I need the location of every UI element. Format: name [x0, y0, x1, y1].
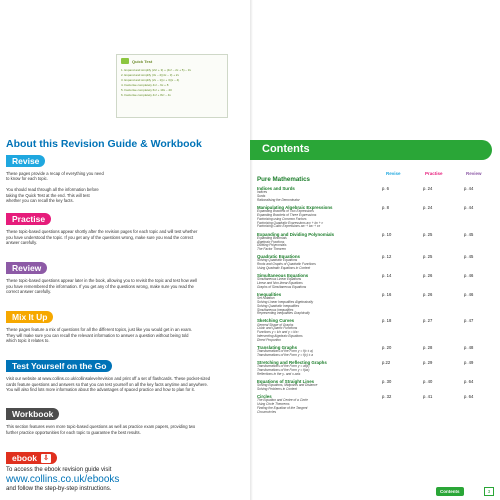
contents-entry-row — [257, 379, 494, 384]
review-page-ref: p. 45 — [464, 254, 474, 260]
contents-subtopic: The Factor Theorem — [257, 247, 287, 252]
contents-entry-title: Indices and Surds — [257, 186, 295, 192]
review-page-ref: p. 46 — [464, 291, 474, 297]
revise-page-ref: p. 12 — [382, 254, 392, 260]
ebook-line-3: and follow the step-by-step instructions. — [6, 486, 112, 492]
contents-subtopic: Expanding Brackets of Two Expressions — [257, 209, 314, 214]
contents-subtopic: Solving Problems in Context — [257, 386, 298, 391]
workbook-section-text — [6, 424, 244, 435]
contents-subtopic: Using Quadratic Equations in Context — [257, 266, 311, 270]
column-header-revise: Revise — [386, 171, 401, 176]
test-yourself-section-text — [6, 376, 244, 393]
review-page-ref: p. 47 — [464, 318, 474, 324]
contents-subtopic: Set Notation — [257, 296, 275, 301]
contents-subtopic: Graphs of Simultaneous Equations — [257, 284, 307, 289]
review-page-ref: p. 44 — [464, 205, 474, 211]
mix-it-up-section-header: Mix It Up — [6, 311, 53, 323]
contents-entry-title: Equations of Straight Lines — [257, 378, 315, 384]
contents-entry[interactable] — [257, 273, 494, 290]
text-line: These pages feature a mix of questions for all the different topics, just like you would get in an exam. — [6, 327, 193, 332]
contents-subtopic: Indices — [257, 190, 268, 195]
contents-entry[interactable] — [257, 231, 494, 252]
contents-subtopic: Solving Linear Inequalities Algebraically — [257, 299, 314, 304]
review-page-ref: p. 48 — [464, 344, 474, 350]
contents-subtopic: Cubic and Quartic Functions — [257, 326, 298, 331]
contents-subtopic: Dividing Polynomials — [257, 243, 287, 248]
contents-subtopic: General Shape of Graphs — [257, 322, 294, 327]
contents-subtopic: Finding the Equation of the Tangent — [257, 405, 308, 410]
page-title: About this Revision Guide & Workbook — [6, 138, 202, 150]
revise-page-ref: p. 8 — [382, 205, 389, 211]
text-line: You should read through all the information before — [6, 187, 99, 193]
revise-page-ref: p. 32 — [382, 393, 392, 399]
text-line: correct answer carefully. — [6, 289, 52, 295]
contents-subtopic: Rationalising the Denominator — [257, 197, 300, 202]
contents-entry[interactable] — [257, 345, 494, 358]
practise-section-text — [6, 229, 244, 246]
quick-test-item: 6. Factorise completely 4x³ + 8x² – 4x — [121, 93, 171, 97]
quick-test-icon — [121, 58, 129, 64]
contents-subtopic: Surds — [257, 194, 266, 199]
contents-header — [250, 140, 492, 160]
contents-entry-title: Stretching and Reflecting Graphs — [257, 359, 327, 365]
quick-test-item: 4. Factorise completely 4x² – 9x + 8 — [121, 83, 169, 87]
text-line: These pages provide a recap of everything you need — [6, 171, 104, 176]
practise-page-ref: p. 28 — [423, 344, 433, 350]
contents-entry[interactable] — [257, 318, 494, 342]
quick-test-item: 1. Expand and simplify (2x² + 3) + (4x³ – 2x + 5) – 3x — [121, 68, 191, 72]
contents-entry-row — [257, 231, 494, 236]
contents-entry[interactable] — [257, 360, 494, 377]
contents-subtopic: Factorising Quadratic Expressions ax² + bx + c — [257, 220, 324, 225]
ebook-url-link[interactable]: www.collins.co.uk/ebooks — [6, 474, 120, 485]
workbook-section-header: Workbook — [6, 408, 59, 420]
revise-section-text — [6, 171, 244, 203]
contents-entry[interactable] — [257, 292, 494, 316]
review-page-ref: p. 46 — [464, 273, 474, 279]
text-line: which topic it relates to. — [6, 338, 50, 344]
text-line: cards feature questions and answers so that you can test yourself on all the key facts anytime and anywhere. — [6, 381, 209, 387]
review-page-ref: p. 64 — [464, 393, 474, 399]
contents-entry[interactable] — [257, 379, 494, 392]
revise-page-ref: p. 10 — [382, 231, 392, 237]
contents-subtopic: Roots and Graphs of Quadratic Functions — [257, 262, 316, 267]
review-page-ref: p. 64 — [464, 378, 474, 384]
contents-entry[interactable] — [257, 394, 494, 415]
contents-subtopic: Functions y = k/x and y = k/x² — [257, 330, 299, 335]
text-line: You will also find lots more information about the advantages of spaced practice and how to plan for it. — [6, 387, 195, 393]
revise-page-ref: p. 18 — [382, 318, 392, 324]
text-line: to know for each topic. — [6, 176, 48, 182]
contents-subtopic: Circumcircles — [257, 409, 277, 414]
practise-section-header: Practise — [6, 213, 51, 225]
contents-entry-row — [257, 186, 494, 191]
quick-test-item: 3. Expand and simplify (2x – 1)(x + 3)(x – 4) — [121, 78, 180, 82]
contents-entry-row — [257, 360, 494, 365]
column-header-practise: Practise — [425, 171, 443, 176]
text-line: This section features even more topic-based questions as well as practice exam papers, providing two — [6, 424, 196, 429]
contents-subtopic: Solving Quadratic Equations — [257, 258, 298, 263]
contents-entry-row — [257, 292, 494, 297]
contents-subtopic: The Equation and Centre of a Circle — [257, 398, 308, 403]
ebook-label: ebook — [12, 453, 38, 463]
contents-entry-row — [257, 254, 494, 259]
contents-list — [257, 186, 494, 416]
review-page-ref: p. 44 — [464, 186, 474, 192]
contents-subtopic: Expanding Binomials — [257, 235, 287, 240]
review-page-ref: p. 49 — [464, 359, 474, 365]
test-yourself-section-header: Test Yourself on the Go — [6, 360, 112, 372]
practise-page-ref: p. 24 — [423, 205, 433, 211]
text-line: These topic-based questions appear later in the book, allowing you to revisit the topic and test how well — [6, 278, 198, 283]
contents-entry-title: Expanding and Dividing Polynomials — [257, 231, 335, 237]
quick-test-item: 5. Factorise completely 6x² + 19x – 20 — [121, 88, 172, 92]
practise-page-ref: p. 41 — [423, 393, 433, 399]
quick-test-list — [121, 68, 223, 98]
ebook-instructions — [6, 467, 244, 492]
practise-page-ref: p. 25 — [423, 231, 433, 237]
practise-page-ref: p. 27 — [423, 318, 433, 324]
contents-subtopic: Factorising using Common Factors — [257, 216, 307, 221]
practise-page-ref: p. 25 — [423, 254, 433, 260]
contents-subtopic: Reflections in the y- and x-axis — [257, 371, 301, 376]
quick-test-card — [116, 54, 228, 118]
contents-subtopic: Transformations of the Form y = f(x) ± a — [257, 352, 313, 357]
contents-entry-row — [257, 318, 494, 323]
practise-page-ref: p. 24 — [423, 186, 433, 192]
contents-entry-title: Sketching Curves — [257, 318, 295, 324]
right-page — [250, 0, 500, 500]
quick-test-title: Quick Test — [132, 58, 153, 64]
column-header-review: Review — [466, 171, 482, 176]
revise-page-ref: p. 16 — [382, 291, 392, 297]
contents-subtopic: Using Circle Theorems — [257, 401, 290, 406]
contents-entry-title: Inequalities — [257, 291, 282, 297]
contents-subtopic: Simultaneous Linear Equations — [257, 277, 302, 282]
contents-subtopic: Solving Equations, Midpoints and Distance — [257, 383, 318, 388]
text-line: These topic-based questions appear shortly after the revision pages for each topic and will test whether — [6, 229, 198, 234]
footer-contents-label: Contents — [436, 487, 464, 496]
text-line: Visit our website at www.collins.co.uk/collinsalevelrevision and print off a set of flashcards. These pocket-sized — [6, 376, 211, 381]
revise-page-ref: p. 14 — [382, 273, 392, 279]
contents-entry-row — [257, 394, 494, 399]
ebook-section-header — [6, 452, 57, 464]
contents-subtopic: Representing Inequalities Graphically — [257, 311, 310, 316]
contents-subtopic: Algebraic Fractions — [257, 239, 285, 244]
text-line: whether you can recall the key facts. — [6, 197, 74, 203]
practise-page-ref: p. 26 — [423, 291, 433, 297]
contents-entry[interactable] — [257, 205, 494, 229]
contents-entry[interactable] — [257, 186, 494, 203]
contents-entry-title: Simultaneous Equations — [257, 273, 309, 279]
book-spine — [250, 0, 253, 500]
text-line: answer carefully. — [6, 240, 38, 246]
contents-entry-title: Circles — [257, 393, 272, 399]
review-section-text — [6, 278, 244, 295]
revise-section-header: Revise — [6, 155, 45, 167]
text-line: you have remembered the information. If you get any of the questions wrong, make sure you read the — [6, 283, 194, 289]
contents-subtopic: Direct Proportion — [257, 337, 281, 342]
mix-it-up-section-text — [6, 327, 244, 344]
contents-subtopic: Transformations of the Form y = f(ax) — [257, 367, 310, 372]
practise-page-ref: p. 29 — [423, 359, 433, 365]
revise-page-ref: p.22 — [382, 359, 391, 365]
download-icon: ⇩ — [41, 454, 51, 463]
contents-entry-row — [257, 345, 494, 350]
contents-entry-title: Manipulating Algebraic Expressions — [257, 205, 333, 211]
part-title: Pure Mathematics — [257, 176, 310, 183]
review-page-ref: p. 45 — [464, 231, 474, 237]
contents-entry[interactable] — [257, 254, 494, 271]
contents-subtopic: Linear and Non-linear Equations — [257, 281, 303, 286]
revise-page-ref: p. 6 — [382, 186, 389, 192]
revise-page-ref: p. 30 — [382, 378, 392, 384]
contents-subtopic: Transformations of the Form y = f(x ± a) — [257, 349, 313, 354]
contents-subtopic: Transformations of the Form y = af(x) — [257, 364, 310, 369]
contents-subtopic: Simultaneous Inequalities — [257, 307, 294, 312]
contents-subtopic: Factorising Cubic Expressions ax³ + bx² + cx — [257, 224, 321, 229]
contents-entry-row — [257, 205, 494, 210]
contents-entry-row — [257, 273, 494, 278]
ebook-line-1: To access the ebook revision guide visit — [6, 467, 112, 473]
text-line: further practice opportunities for each topic to guarantee the best results. — [6, 429, 141, 435]
practise-page-ref: p. 40 — [423, 378, 433, 384]
text-line: you have understood the topic. If you get any of the questions wrong, make sure you read the correct — [6, 234, 194, 240]
text-line: They will make sure you can recall the relevant information to answer a question without being told — [6, 332, 189, 338]
contents-subtopic: Expanding Brackets of Three Expressions — [257, 213, 317, 218]
revise-page-ref: p. 20 — [382, 344, 392, 350]
contents-subtopic: Solving Quadratic Inequalities — [257, 303, 300, 308]
contents-subtopic: Intersecting Algebraic Equations — [257, 334, 303, 339]
contents-title: Contents — [262, 143, 310, 155]
practise-page-ref: p. 26 — [423, 273, 433, 279]
review-section-header: Review — [6, 262, 47, 274]
page-number: 3 — [484, 487, 494, 496]
contents-entry-title: Translating Graphs — [257, 344, 298, 350]
quick-test-item: 2. Expand and simplify (3x – 2)(4x – 3) + 2x — [121, 73, 179, 77]
text-line: taking the Quick Test at the end. This will test — [6, 192, 90, 198]
contents-entry-title: Quadratic Equations — [257, 254, 300, 260]
